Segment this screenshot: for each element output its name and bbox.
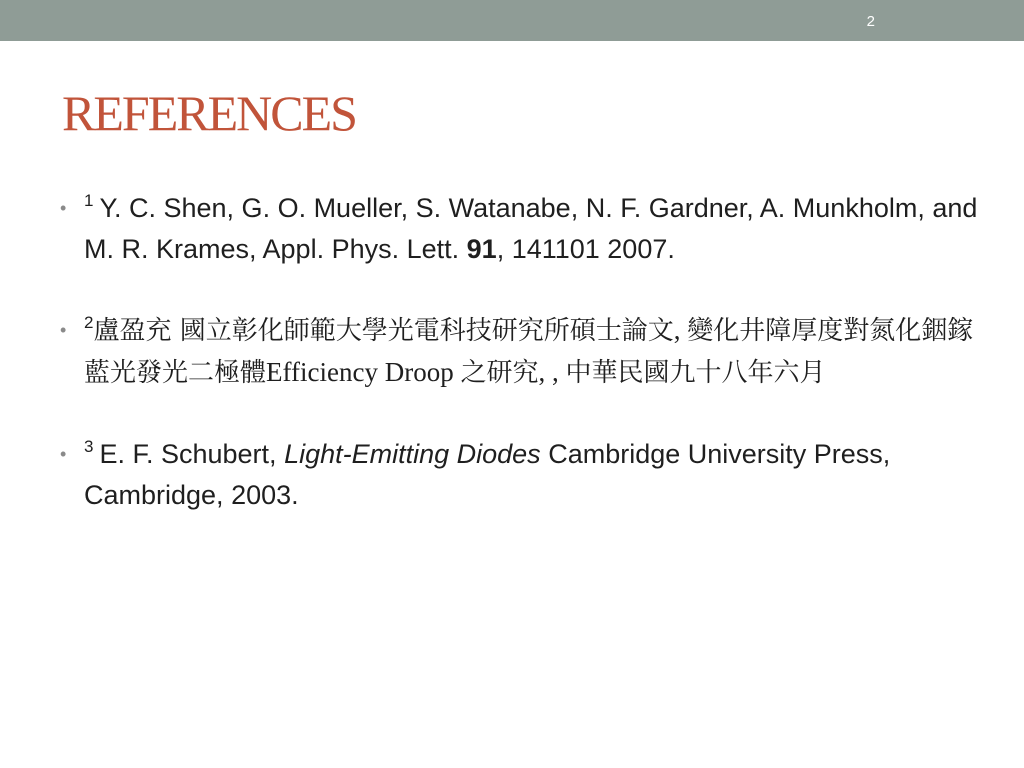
- bullet-icon: •: [60, 198, 67, 218]
- reference-thesis-title: 變化井障厚度對氮化銦鎵藍光發光二極體: [84, 316, 974, 388]
- reference-item-2: [60, 310, 980, 394]
- reference-number: 3: [84, 437, 94, 456]
- slide-title: REFERENCES: [62, 85, 356, 141]
- bullet-icon: •: [60, 444, 67, 464]
- reference-thesis-title-latin: Efficiency Droop: [266, 357, 461, 387]
- bullet-icon: •: [60, 320, 67, 340]
- reference-text-end: , 141101 2007.: [496, 234, 675, 264]
- reference-item-1: [60, 188, 980, 270]
- slide-number: 2: [866, 13, 875, 30]
- reference-number: 2: [84, 313, 94, 332]
- header-bar: [0, 0, 1024, 41]
- reference-list: [60, 188, 980, 516]
- reference-separator: ,: [673, 315, 688, 345]
- reference-author-thesis: 盧盈充 國立彰化師範大學光電科技研究所碩士論文: [93, 316, 674, 346]
- reference-text: E. F. Schubert,: [99, 439, 285, 469]
- reference-number: 1: [84, 191, 94, 210]
- reference-thesis-title-end: 之研究: [460, 358, 539, 388]
- reference-book-title: Light-Emitting Diodes: [284, 439, 541, 469]
- reference-text: Y. C. Shen, G. O. Mueller, S. Watanabe, N. F. Gardner, A. Munkholm, and M. R. Krames, Appl. Phys. Lett.: [84, 193, 978, 264]
- reference-text-end: Cambridge University Press, Cambridge, 2003.: [84, 439, 891, 510]
- reference-separator-2: , ,: [538, 357, 566, 387]
- reference-volume: 91: [466, 234, 497, 264]
- reference-date: 中華民國九十八年六月: [565, 358, 826, 388]
- reference-item-3: [60, 434, 980, 516]
